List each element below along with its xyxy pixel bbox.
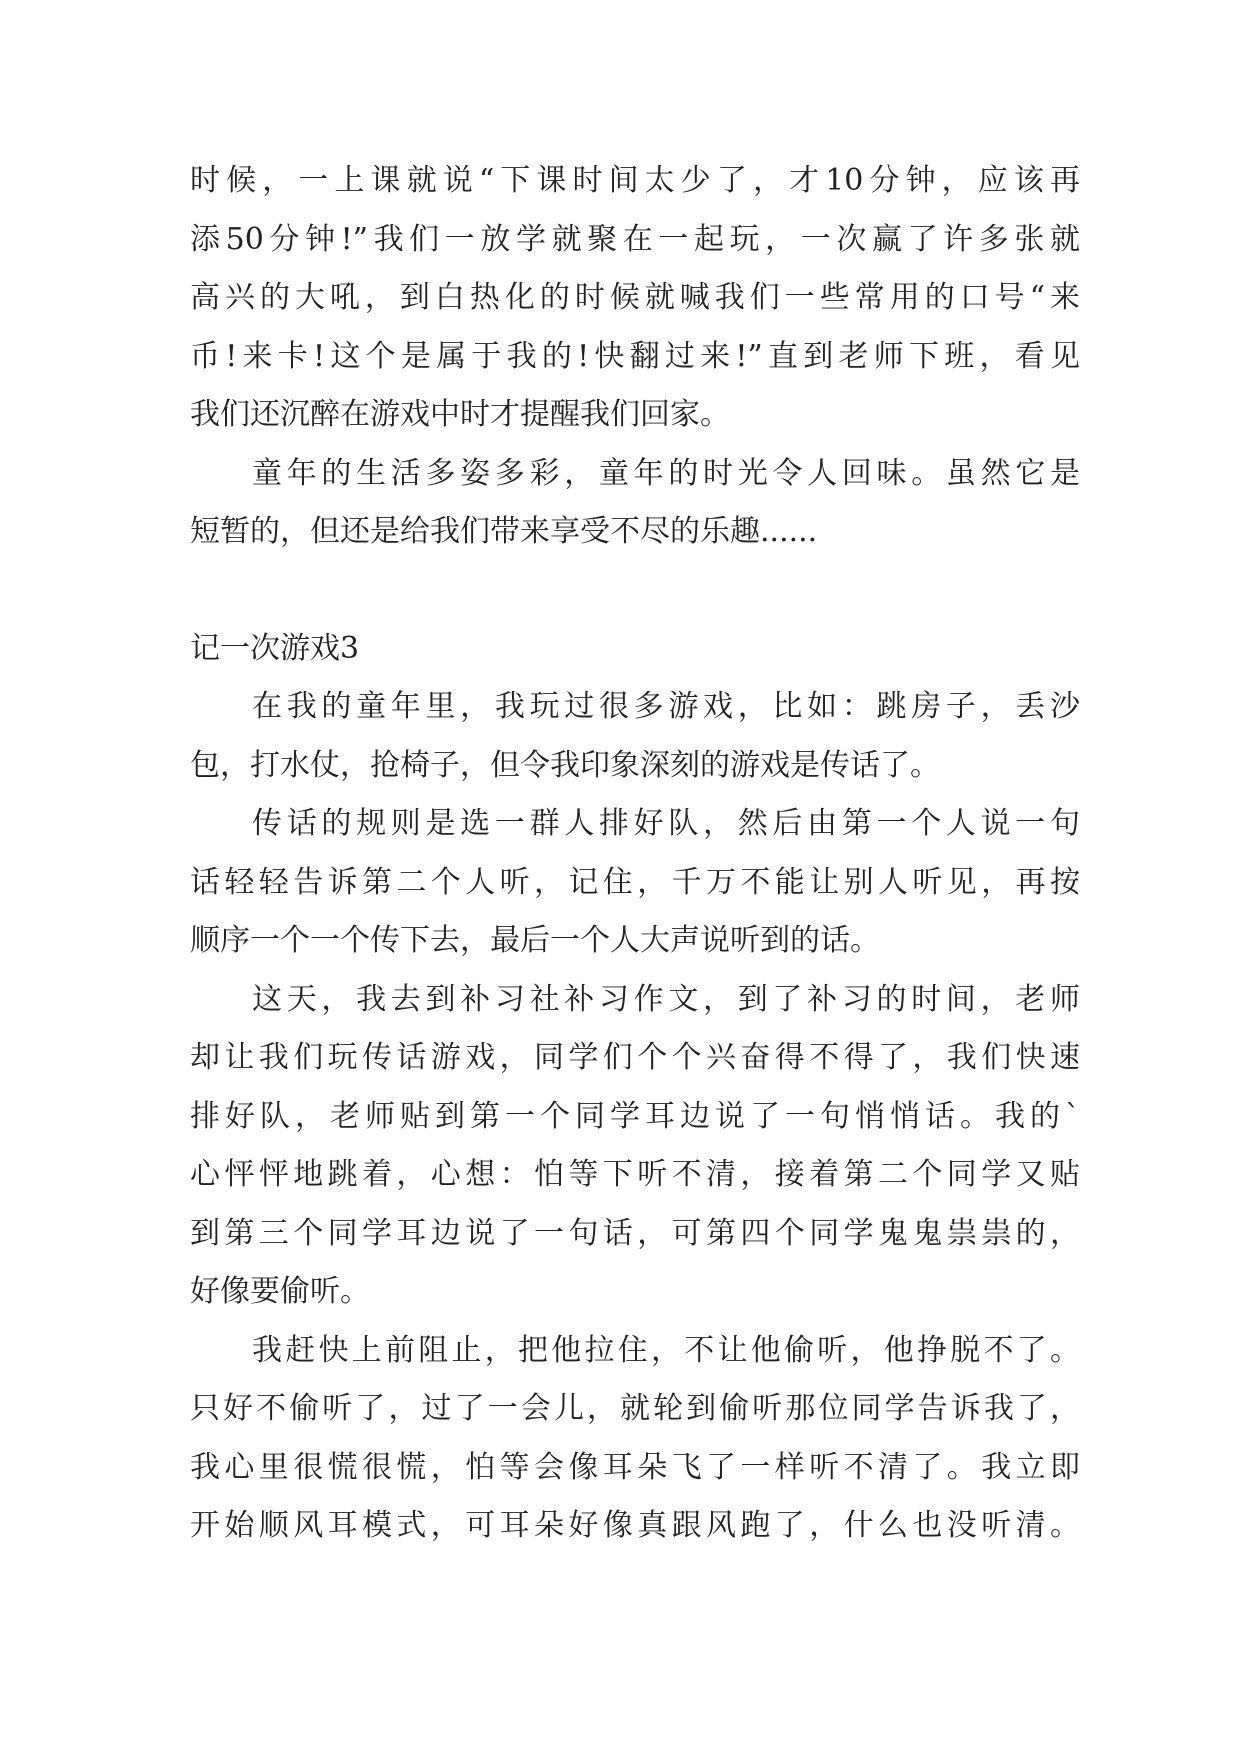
text-line: 币!来卡!这个是属于我的!快翻过来!”直到老师下班，看见 [190, 338, 1080, 374]
text-line: 开始顺风耳模式，可耳朵好像真跟风跑了，什么也没听清。 [190, 1508, 1080, 1543]
text-line: 添50分钟!”我们一放学就聚在一起玩，一次赢了许多张就 [190, 221, 1080, 257]
section-paragraph [190, 971, 1080, 1322]
text-line: 只好不偷听了，过了一会儿，就轮到偷听那位同学告诉我了， [190, 1391, 1080, 1426]
text-line: 话轻轻告诉第二个人听，记住，千万不能让别人听见，再按 [190, 864, 1080, 900]
text-line: 包，打水仗，抢椅子，但令我印象深刻的游戏是传话了。 [190, 747, 940, 783]
text-line: 却让我们玩传话游戏，同学们个个兴奋得不得了，我们快速 [190, 1040, 1080, 1075]
text-line: 在我的童年里，我玩过很多游戏，比如：跳房子，丢沙 [252, 689, 1080, 724]
text-line: 传话的规则是选一群人排好队，然后由第一个人说一句 [252, 806, 1080, 841]
section-title: 记一次游戏3 [190, 630, 360, 666]
text-line: 高兴的大吼，到白热化的时候就喊我们一些常用的口号“来 [190, 280, 1080, 315]
text-line: 短暂的，但还是给我们带来享受不尽的乐趣...... [190, 514, 818, 549]
section-paragraph [190, 678, 1080, 795]
text-line: 我心里很慌很慌，怕等会像耳朵飞了一样听不清了。我立即 [190, 1449, 1080, 1485]
text-line: 顺序一个一个传下去，最后一个人大声说听到的话。 [190, 923, 880, 958]
section-paragraph [190, 1322, 1080, 1556]
closing-paragraph [190, 445, 1080, 562]
text-line: 到第三个同学耳边说了一句话，可第四个同学鬼鬼祟祟的， [190, 1215, 1080, 1251]
text-line: 我们还沉醉在游戏中时才提醒我们回家。 [190, 397, 730, 432]
section-spacer [190, 562, 1080, 620]
intro-paragraph [190, 152, 1080, 445]
text-line: 我赶快上前阻止，把他拉住，不让他偷听，他挣脱不了。 [252, 1332, 1080, 1368]
text-line: 这天，我去到补习社补习作文，到了补习的时间，老师 [252, 981, 1080, 1017]
text-line: 好像要偷听。 [190, 1274, 370, 1309]
section-paragraph [190, 795, 1080, 971]
document-body [190, 152, 1080, 1556]
text-line: 童年的生活多姿多彩，童年的时光令人回味。虽然它是 [252, 455, 1080, 491]
text-line: 排好队，老师贴到第一个同学耳边说了一句悄悄话。我的` [190, 1098, 1080, 1134]
text-line: 时候，一上课就说“下课时间太少了，才10分钟，应该再 [190, 163, 1080, 198]
text-line: 心怦怦地跳着，心想：怕等下听不清，接着第二个同学又贴 [190, 1157, 1080, 1192]
